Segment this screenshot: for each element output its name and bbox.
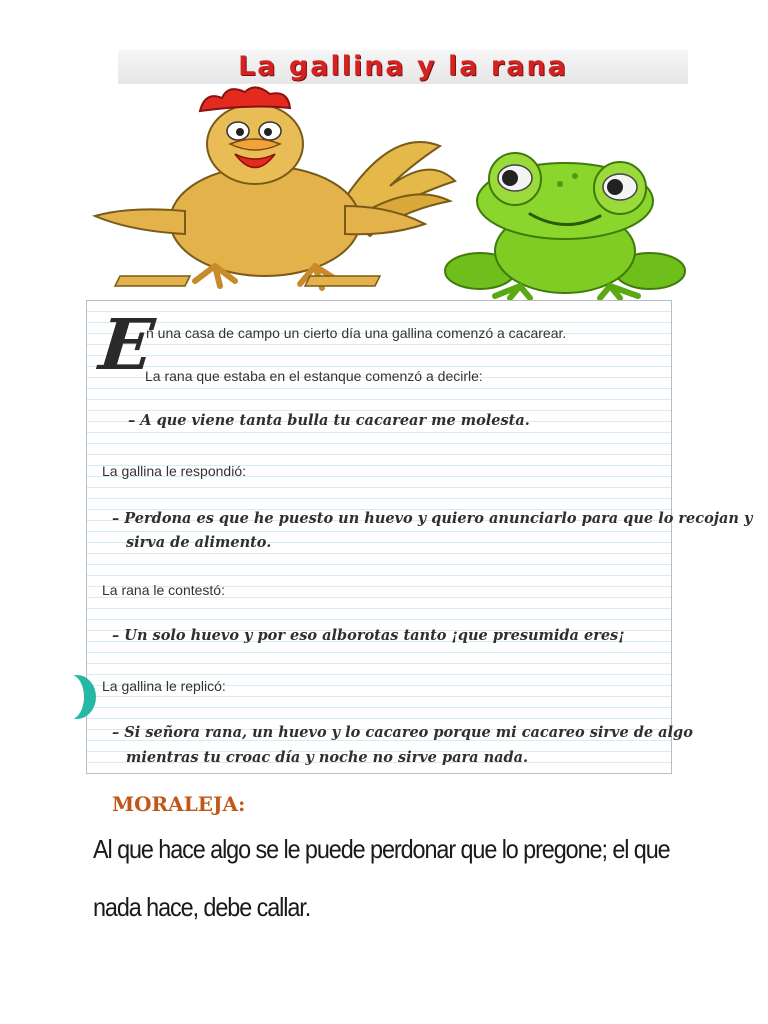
moral-label: MORALEJA: bbox=[112, 792, 246, 816]
moral-text: Al que hace algo se le puede perdonar que lo pregone; el que nada hace, debe callar. bbox=[93, 834, 670, 922]
frog-intro: La rana que estaba en el estanque comenzó a decirle: bbox=[145, 368, 483, 384]
hen-illustration bbox=[95, 87, 455, 288]
accent-bubble-inner bbox=[58, 675, 84, 719]
illustration bbox=[90, 86, 700, 300]
hen-retort-intro: La gallina le replicó: bbox=[102, 678, 226, 694]
hen-line-1a: – Perdona es que he puesto un huevo y quiero anunciarlo para que lo recojan y bbox=[112, 510, 753, 527]
frog-line-2: – Un solo huevo y por eso alborotas tanto ¡que presumida eres¡ bbox=[112, 627, 625, 644]
story-title: La gallina y la rana bbox=[118, 50, 688, 84]
hen-line-2a: – Si señora rana, un huevo y lo cacareo porque mi cacareo sirve de algo bbox=[112, 724, 693, 741]
frog-answer-intro: La rana le contestó: bbox=[102, 582, 225, 598]
frog-illustration bbox=[445, 153, 685, 298]
frog-line-1: – A que viene tanta bulla tu cacarear me molesta. bbox=[128, 412, 530, 429]
hen-line-2b: mientras tu croac día y noche no sirve para nada. bbox=[126, 749, 529, 766]
drop-cap: E bbox=[95, 303, 158, 386]
story-opening: n una casa de campo un cierto día una gallina comenzó a cacarear. bbox=[146, 325, 567, 341]
hen-reply-intro: La gallina le respondió: bbox=[102, 463, 246, 479]
hen-line-1b: sirva de alimento. bbox=[126, 534, 272, 551]
